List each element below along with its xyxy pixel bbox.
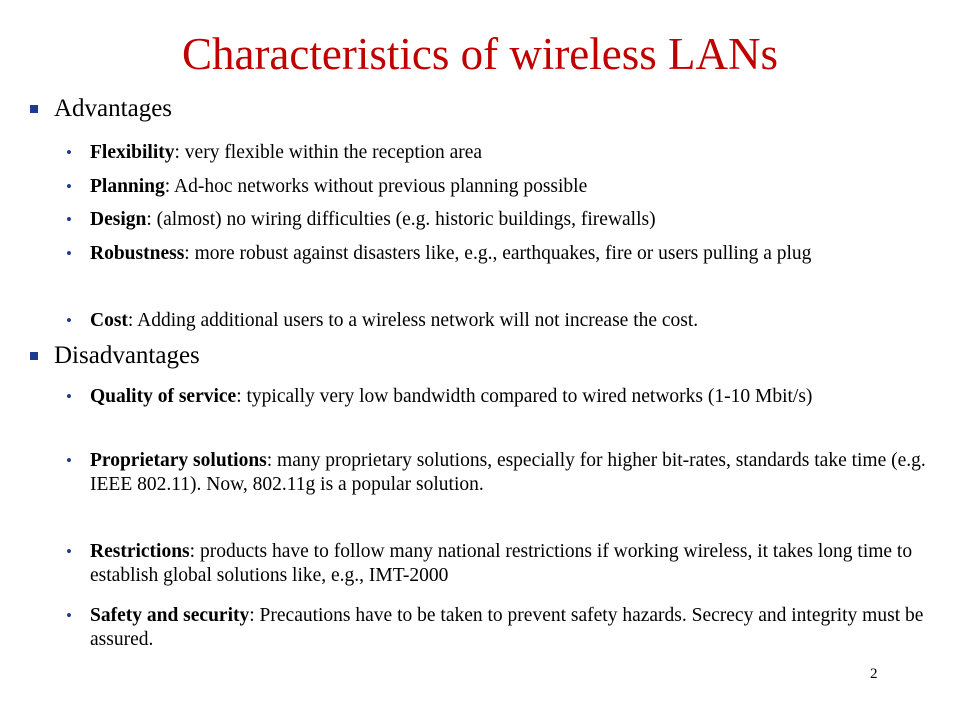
list-item	[66, 540, 936, 588]
section-heading-advantages	[30, 94, 172, 124]
list-item	[66, 141, 936, 165]
bullet-icon: •	[66, 177, 72, 196]
item-term: Flexibility	[90, 142, 175, 163]
item-text: : more robust against disasters like, e.g., earthquakes, fire or users pulling a plug	[184, 243, 812, 264]
item-term: Proprietary solutions	[90, 450, 267, 471]
item-term: Quality of service	[90, 386, 237, 407]
item-text: : Adding additional users to a wireless network will not increase the cost.	[127, 310, 699, 331]
bullet-icon: •	[66, 542, 72, 561]
bullet-icon: •	[66, 210, 72, 229]
list-item	[66, 242, 936, 266]
square-bullet-icon	[30, 105, 38, 113]
item-text: : (almost) no wiring difficulties (e.g. historic buildings, firewalls)	[146, 209, 656, 230]
section-heading-label: Disadvantages	[54, 342, 200, 369]
item-text: : typically very low bandwidth compared to wired networks (1-10 Mbit/s)	[236, 386, 813, 407]
item-term: Planning	[90, 176, 165, 197]
item-term: Restrictions	[90, 541, 190, 562]
item-text: : products have to follow many national restrictions if working wireless, it takes long time to establish global solutions like, e.g., IMT-2000	[90, 541, 913, 586]
square-bullet-icon	[30, 352, 38, 360]
bullet-icon: •	[66, 244, 72, 263]
item-text: : Ad-hoc networks without previous planning possible	[164, 176, 588, 197]
bullet-icon: •	[66, 311, 72, 330]
section-heading-disadvantages	[30, 341, 200, 371]
list-item	[66, 309, 936, 333]
item-text: : very flexible within the reception area	[174, 142, 483, 163]
item-term: Design	[90, 209, 147, 230]
list-item	[66, 175, 936, 199]
item-term: Cost	[90, 310, 128, 331]
bullet-icon: •	[66, 606, 72, 625]
bullet-icon: •	[66, 143, 72, 162]
list-item	[66, 604, 936, 652]
item-text: : many proprietary solutions, especially for higher bit-rates, standards take time (e.g. IEEE 802.11). Now, 802.11g is a popular solution.	[90, 450, 926, 495]
bullet-icon: •	[66, 451, 72, 470]
section-heading-label: Advantages	[54, 95, 173, 122]
list-item	[66, 385, 936, 409]
list-item	[66, 449, 936, 497]
item-term: Safety and security	[90, 605, 250, 626]
item-text: : Precautions have to be taken to prevent safety hazards. Secrecy and integrity must be assured.	[90, 605, 924, 650]
page-number: 2	[870, 666, 878, 682]
list-item	[66, 208, 936, 232]
slide-title: Characteristics of wireless LANs	[181, 29, 779, 79]
item-term: Robustness	[90, 243, 185, 264]
bullet-icon: •	[66, 387, 72, 406]
